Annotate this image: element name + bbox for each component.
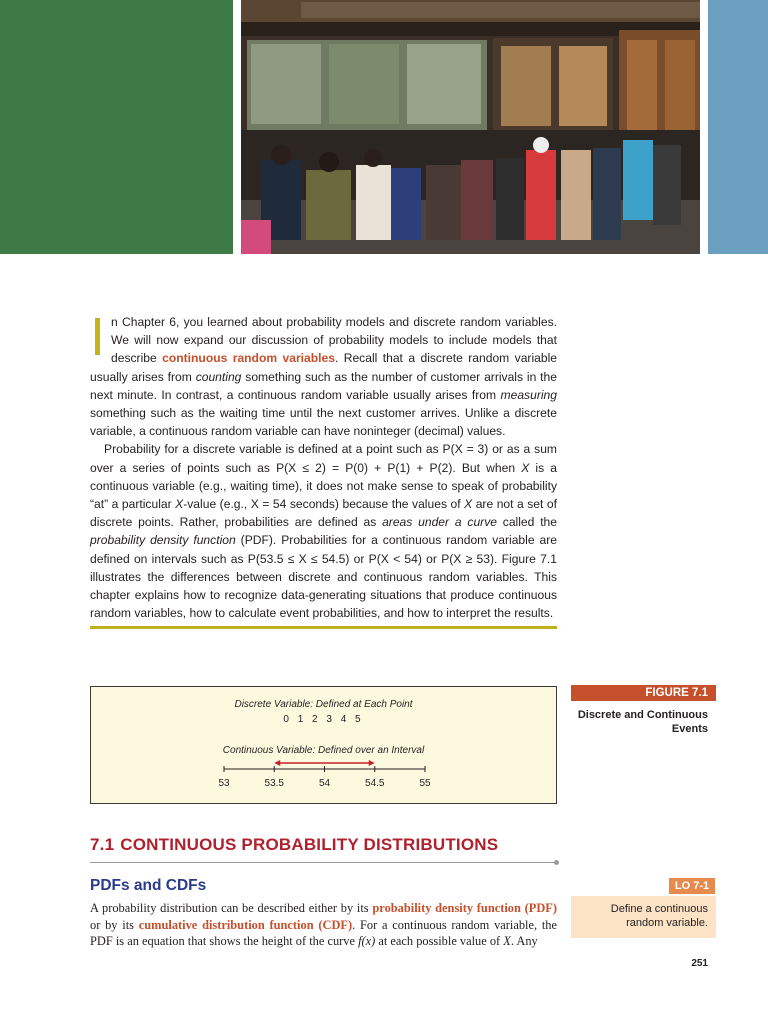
chapter-intro — [90, 307, 558, 622]
page-number: 251 — [691, 958, 708, 969]
discrete-points: 0 1 2 3 4 5 — [283, 714, 364, 725]
drop-cap: I — [90, 307, 106, 367]
intro-paragraph-2: Probability for a discrete variable is defined at a point such as P(X = 3) or as a sum over a series of points such as P(X ≤ 2) = P(0) + P(1) + P(2). But when X is a continuous variable (e.g., waiting time), it does not make sense to speak of probability “at” a particular X-value (e.g., X = 54 seconds) because the values of X are not a set of discrete points. Rather, probabilities are defined as areas under a curve called the probability density function (PDF). Probabilities for a continuous random variable are defined on intervals such as P(53.5 ≤ X ≤ 54.5) or P(X < 54) or P(X ≥ 53). Figure 7.1 illustrates the differences between discrete and continuous random variables. This chapter explains how to recognize data-generating situations that produce continuous random variables, how to calculate event probabilities, and how to interpret the results. — [90, 442, 558, 621]
number-line-tick-label: 55 — [419, 778, 431, 789]
continuous-label: Continuous Variable: Defined over an Interval — [222, 745, 425, 756]
storefront-queue-image — [241, 0, 700, 254]
number-line-tick-label: 54 — [318, 778, 331, 789]
intro-paragraph-1: In Chapter 6, you learned about probability models and discrete random variables. We will now expand our discussion of probability models to include models that describe continuous random variables. Recall that a discrete random variable usually arises from counting something such as the number of customer arrivals in the next minute. In contrast, a continuous random variable usually arises from measuring something such as the waiting time until the next customer arrives. Unlike a discrete variable, a continuous random variable can have noninteger (decimal) values. — [90, 307, 558, 439]
queue-photo — [241, 0, 700, 254]
number-line-tick-label: 54.5 — [365, 778, 385, 789]
subheading-pdfs-cdfs: PDFs and CDFs — [90, 877, 207, 894]
figure-caption: Discrete and Continuous Events — [577, 709, 708, 735]
green-color-block — [0, 0, 233, 254]
blue-color-block — [708, 0, 768, 254]
learning-objective-text: Define a continuous random variable. — [571, 896, 716, 938]
number-line — [91, 757, 556, 803]
term-continuous-random-variables: continuous random variables — [162, 351, 335, 366]
body-paragraph: A probability distribution can be described either by its probability density function (PDF) or by its cumulative distribution function (CDF). For a continuous random variable, the PDF is an equation that shows the height of the curve f(x) at each possible value of X. Any — [90, 901, 557, 948]
section-number: 7.1 — [90, 835, 115, 854]
section-rule — [90, 862, 556, 863]
term-cdf: cumulative distribution function (CDF) — [138, 917, 353, 932]
term-pdf: probability density function (PDF) — [372, 901, 557, 915]
section-heading — [90, 835, 498, 855]
section-title: CONTINUOUS PROBABILITY DISTRIBUTIONS — [120, 835, 499, 854]
number-line-tick-label: 53.5 — [264, 778, 284, 789]
figure-badge: FIGURE 7.1 — [571, 685, 716, 701]
interval-arrowhead — [369, 760, 375, 766]
discrete-label: Discrete Variable: Defined at Each Point — [234, 699, 413, 710]
number-line-tick-label: 53 — [218, 778, 230, 789]
section-body — [90, 900, 557, 950]
section-rule-dot — [554, 860, 559, 865]
interval-arrowhead — [274, 760, 280, 766]
figure-7-1 — [90, 686, 557, 804]
learning-objective-badge: LO 7-1 — [669, 878, 715, 894]
intro-divider — [90, 626, 557, 629]
